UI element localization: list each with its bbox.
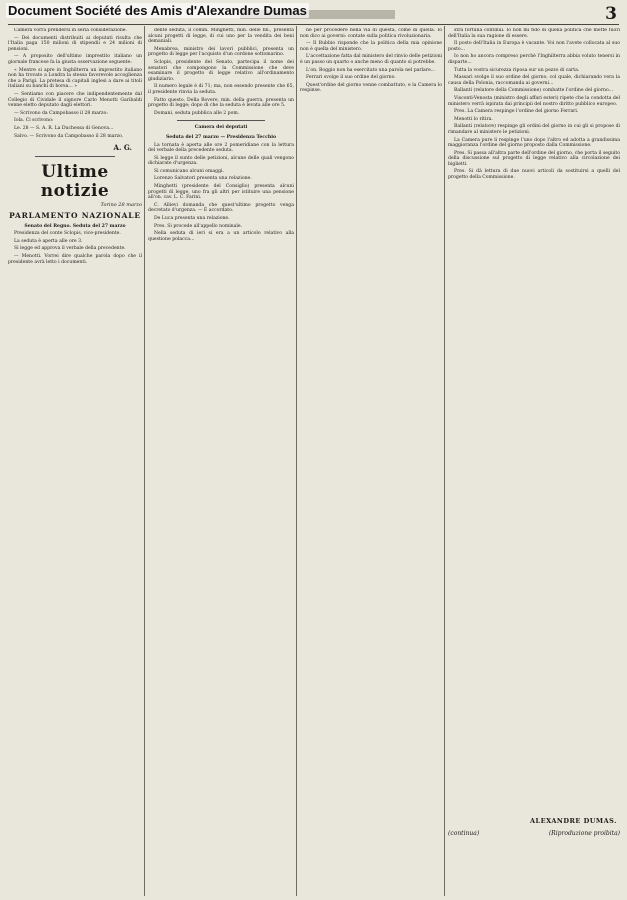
reproduction-note: (Riproduzione proibita) (548, 830, 620, 837)
parliament-heading: PARLAMENTO NAZIONALE (9, 210, 141, 220)
paragraph: — Dei documenti distribuiti ai deputati risulta che l'Italia paga 150 milioni di stipendii e 24 milioni di pensioni. (8, 35, 142, 52)
chamber-subheading: Seduta del 27 marzo — Presidenza Tecchio (165, 134, 277, 140)
paragraph: Tutta la vostra sicurezza riposa sur un pezzo di carta. (454, 67, 580, 73)
paragraph: Quest'ordine del giorno venne combattuto, e la Camera lo respinse. (300, 82, 442, 94)
paragraph: Ballanti (relatore) respinge gli ordini del giorno in cui gli si propose di rimandare al ministero le petizioni. (448, 124, 620, 135)
paragraph: Sclopis, presidente del Senato, partecipa il nome dei senatori che compongono la Commissione che deve esaminare il progetto di legge relativo all'ordinamento giudiziario. (148, 59, 294, 82)
paragraph: Camera vorrà prendersi in seria considerazione. (14, 28, 127, 33)
paragraph: — A proposito dell'ultimo imprestito italiano un giornale francese fa la giusta osservazione seguente: (8, 54, 142, 65)
column-1 (8, 28, 142, 894)
column-divider (444, 26, 445, 896)
paragraph: Presidenza del conte Sclopis, vice-presidente. (14, 231, 121, 237)
paragraph: Nella seduta di ieri si era a un articolo relativo alla questione polacca... (148, 231, 294, 242)
paragraph: stra fortuna continui. Io non mi fido di quella politica che mette fuori dell'Italia la sua ragione di essere. (448, 28, 620, 39)
paragraph: Pres. Si passa all'altra parte dell'ordine del giorno, che porta il seguito della discussione sul progetto di legge relativo alla circolazione dei biglietti. (448, 150, 620, 167)
paragraph: — Sentiamo con piacere che indipendentemente dal Collegio di Cividale il signore Carlo Menotti Garibaldi venne eletto deputato dagli elettori. (8, 91, 142, 109)
paragraph: Ballanti (relatore della Commissione) combatte l'ordine del giorno... (454, 88, 614, 94)
page-number: 3 (605, 4, 617, 24)
watermark: Document Société des Amis d'Alexandre Dumas (8, 3, 307, 18)
separator (177, 120, 265, 121)
paragraph: Io non ho ancora compreso perchè l'Inghilterra abbia voluto tenersi in disparte... (448, 54, 620, 65)
paragraph: La seduta è aperta alle ore 3. (14, 238, 83, 244)
paragraph: dente seduta, il comm. Minghetti, min. delle fin., presenta alcuni progetti di legge, di cui uno per la vendita dei beni demaniali. (148, 28, 294, 45)
note: Le. 28 — S. A. R. La Duchessa di Genova... (14, 125, 114, 131)
paragraph: — Scrivono da Campobasso il 28 marzo: (14, 110, 108, 116)
paragraph: Pres. Si dà lettura di due nuovi articoli da sostituirsi a quelli del progetto della Commissione. (448, 169, 620, 181)
paragraph: De Luca presenta una relazione. (154, 216, 230, 222)
note: Salvo. — Scrivono da Campobasso il 28 marzo. (14, 133, 124, 139)
paragraph: La Camera pure li respinge l'uno dopo l'altro ed adotta a grandissima maggioranza l'ordine del giorno proposto dalla Commissione. (448, 137, 620, 149)
paragraph: L'on. Boggio non ha esercitato una parola nel parlare... (306, 67, 436, 73)
paragraph: — Menotti. Vorrei dire qualche parola dopo che il presidente avrà letto i documenti. (8, 254, 142, 265)
paragraph: Ferrari svolge il suo ordine del giorno. (306, 75, 396, 81)
column-divider (144, 26, 145, 896)
top-rule (8, 24, 619, 25)
note: Iola. Ci scrivono: (14, 118, 54, 124)
dateline: Torino 28 marzo (100, 202, 142, 209)
separator (35, 156, 115, 157)
paragraph: Lorenzo Salvatori presenta una relazione. (154, 176, 252, 182)
paragraph: C. Allievi domanda che quest'ultimo progetto venga decretato d'urgenza. — È accordato. (148, 202, 294, 214)
paragraph: Massari svolge il suo ordine del giorno, col quale, dichiarando vera la causa della Polonia, raccomanda ai governi... (448, 75, 620, 86)
paragraph: Si legge il sunto delle petizioni, alcune delle quali vengono dichiarate d'urgenza. (148, 155, 294, 167)
continua-note: (continua) (448, 830, 480, 837)
serial-footer (448, 830, 620, 837)
paragraph: Fatto questo, Della Rovere, min. della guerra, presenta un progetto di legge; dopo di che la seduta è levata alle ore 5. (148, 97, 294, 109)
column-2 (148, 28, 294, 894)
paragraph: Il posto dell'Italia in Europa è vacante. Voi non l'avete collocata al suo posto... (448, 41, 620, 52)
paragraph: Minghetti (presidente del Consiglio) presenta alcuni progetti di legge, uno fra gli altri per istituire una pensione all'on. cav. L. C. Farini. (148, 184, 294, 201)
paragraph: L'accettazione fatta dal ministero del rinvio delle petizioni è un passo un quarto o anche meno di quanto si potrebbe. (300, 54, 442, 65)
column-3 (300, 28, 442, 894)
column-4 (448, 28, 620, 894)
senate-subheading: Senato del Regno. Seduta del 27 marzo (24, 223, 126, 229)
signature: A. G. (113, 143, 132, 153)
chamber-heading: Camera dei deputati (194, 125, 248, 131)
paragraph: La tornata è aperta alle ore 2 pomeridiane con la lettura del verbale della precedente seduta. (148, 142, 294, 154)
paragraph: Visconti-Venosta (ministro degli affari esteri) ripete che la condotta del ministero verrà ispirata dai principii del nostro diritto pubblico europeo. (448, 95, 620, 107)
news-heading: Ultime notizie (40, 162, 110, 202)
paragraph: Menabrea, ministro dei lavori pubblici, presenta un progetto di legge per l'acquisto d'un cordone sottomarino. (148, 46, 294, 58)
paragraph: Si legge ed approva il verbale della precedente. (14, 246, 126, 252)
paragraph: Pres. Si procede all'appello nominale. (154, 223, 243, 229)
paragraph: Menotti lo ritira. (454, 116, 493, 122)
paragraph: Si comunicano alcuni omaggi. (154, 168, 224, 174)
paragraph: nè per procedere nella via di questa, come di quella. Io non dico ai governi: contate sulla politica rivoluzionaria. (300, 28, 442, 39)
paragraph: Domani, seduta pubblica alle 2 pom. (154, 110, 240, 116)
paragraph: Il numero legale è di 71; ma, non essendo presente che 65, il presidente rinvia la seduta. (148, 84, 294, 95)
author-signature: ALEXANDRE DUMAS. (530, 817, 617, 825)
paragraph: — Il Bubbio risponde che la politica della mia opinione non è quella del ministero. (300, 41, 442, 52)
column-divider (296, 26, 297, 896)
paragraph: « Mentre si apre in Inghilterra un imprestito italiano non ha trovato a Londra la stessa favorevole accoglienza che a Parigi. La pretesa di capitali inglesi a dare ai titoli italiani su banchi di borsa... » (8, 67, 142, 90)
paragraph: Pres. La Camera respinge l'ordine del giorno Ferrari. (454, 109, 579, 115)
